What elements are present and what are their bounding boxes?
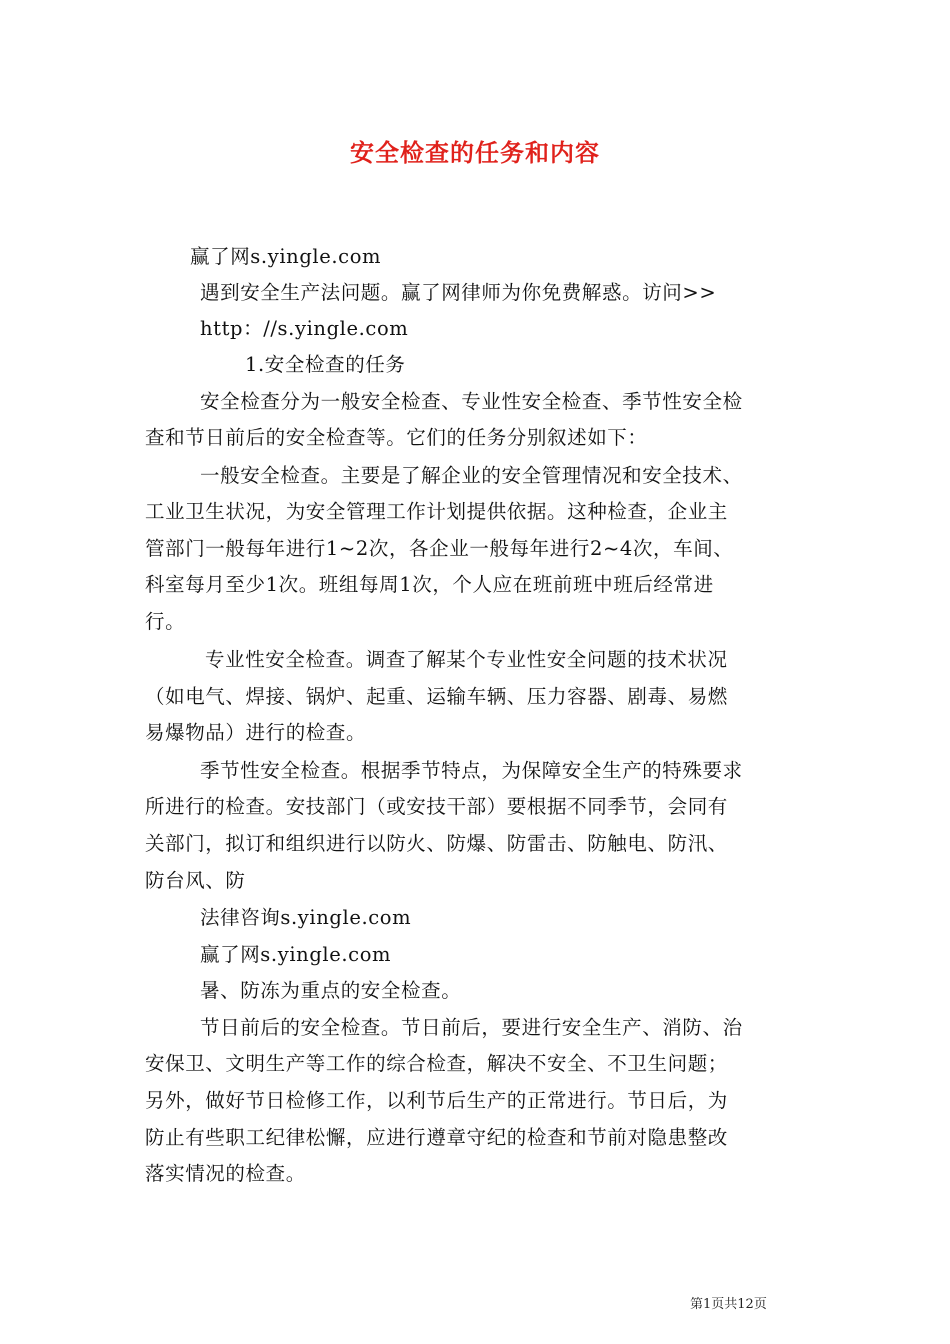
body-line: 工业卫生状况，为安全管理工作计划提供依据。这种检查，企业主 (145, 500, 728, 523)
body-line: 赢了网s.yingle.com (190, 245, 382, 268)
body-line: 管部门一般每年进行1~2次，各企业一般每年进行2~4次，车间、 (145, 537, 734, 560)
body-line: 赢了网s.yingle.com (200, 943, 392, 966)
body-line: 落实情况的检查。 (145, 1162, 306, 1185)
page-number: 第1页共12页 (690, 1297, 767, 1312)
body-line: 安保卫、文明生产等工作的综合检查，解决不安全、不卫生问题； (145, 1052, 728, 1075)
body-line: 专业性安全检查。调查了解某个专业性安全问题的技术状况 (205, 648, 728, 671)
body-line: 科室每月至少1次。班组每周1次，个人应在班前班中班后经常进 (145, 573, 714, 596)
body-line: 关部门，拟订和组织进行以防火、防爆、防雷击、防触电、防汛、 (145, 832, 728, 855)
body-line: 防台风、防 (145, 869, 246, 892)
body-line: 暑、防冻为重点的安全检查。 (200, 979, 462, 1002)
body-line: 防止有些职工纪律松懈，应进行遵章守纪的检查和节前对隐患整改 (145, 1126, 728, 1149)
body-line: 安全检查分为一般安全检查、专业性安全检查、季节性安全检 (200, 390, 743, 413)
body-line: 法律咨询s.yingle.com (200, 906, 412, 929)
body-line: 节日前后的安全检查。节日前后，要进行安全生产、消防、治 (200, 1016, 743, 1039)
body-line: （如电气、焊接、锅炉、起重、运输车辆、压力容器、剧毒、易燃 (145, 685, 728, 708)
body-line: 易爆物品）进行的检查。 (145, 721, 367, 744)
body-line: 一般安全检查。主要是了解企业的安全管理情况和安全技术、 (200, 464, 743, 487)
body-line: 另外，做好节日检修工作，以利节后生产的正常进行。节日后，为 (145, 1089, 728, 1112)
document-title: 安全检查的任务和内容 (350, 138, 600, 167)
body-line: 季节性安全检查。根据季节特点，为保障安全生产的特殊要求 (200, 759, 743, 782)
body-line: 所进行的检查。安技部门（或安技干部）要根据不同季节，会同有 (145, 795, 728, 818)
body-line: http：//s.yingle.com (200, 317, 409, 340)
body-line: 遇到安全生产法问题。赢了网律师为你免费解惑。访问>> (200, 281, 717, 304)
body-line: 行。 (145, 610, 186, 633)
section-heading: 1.安全检查的任务 (245, 353, 406, 376)
body-line: 查和节日前后的安全检查等。它们的任务分别叙述如下： (145, 426, 648, 449)
